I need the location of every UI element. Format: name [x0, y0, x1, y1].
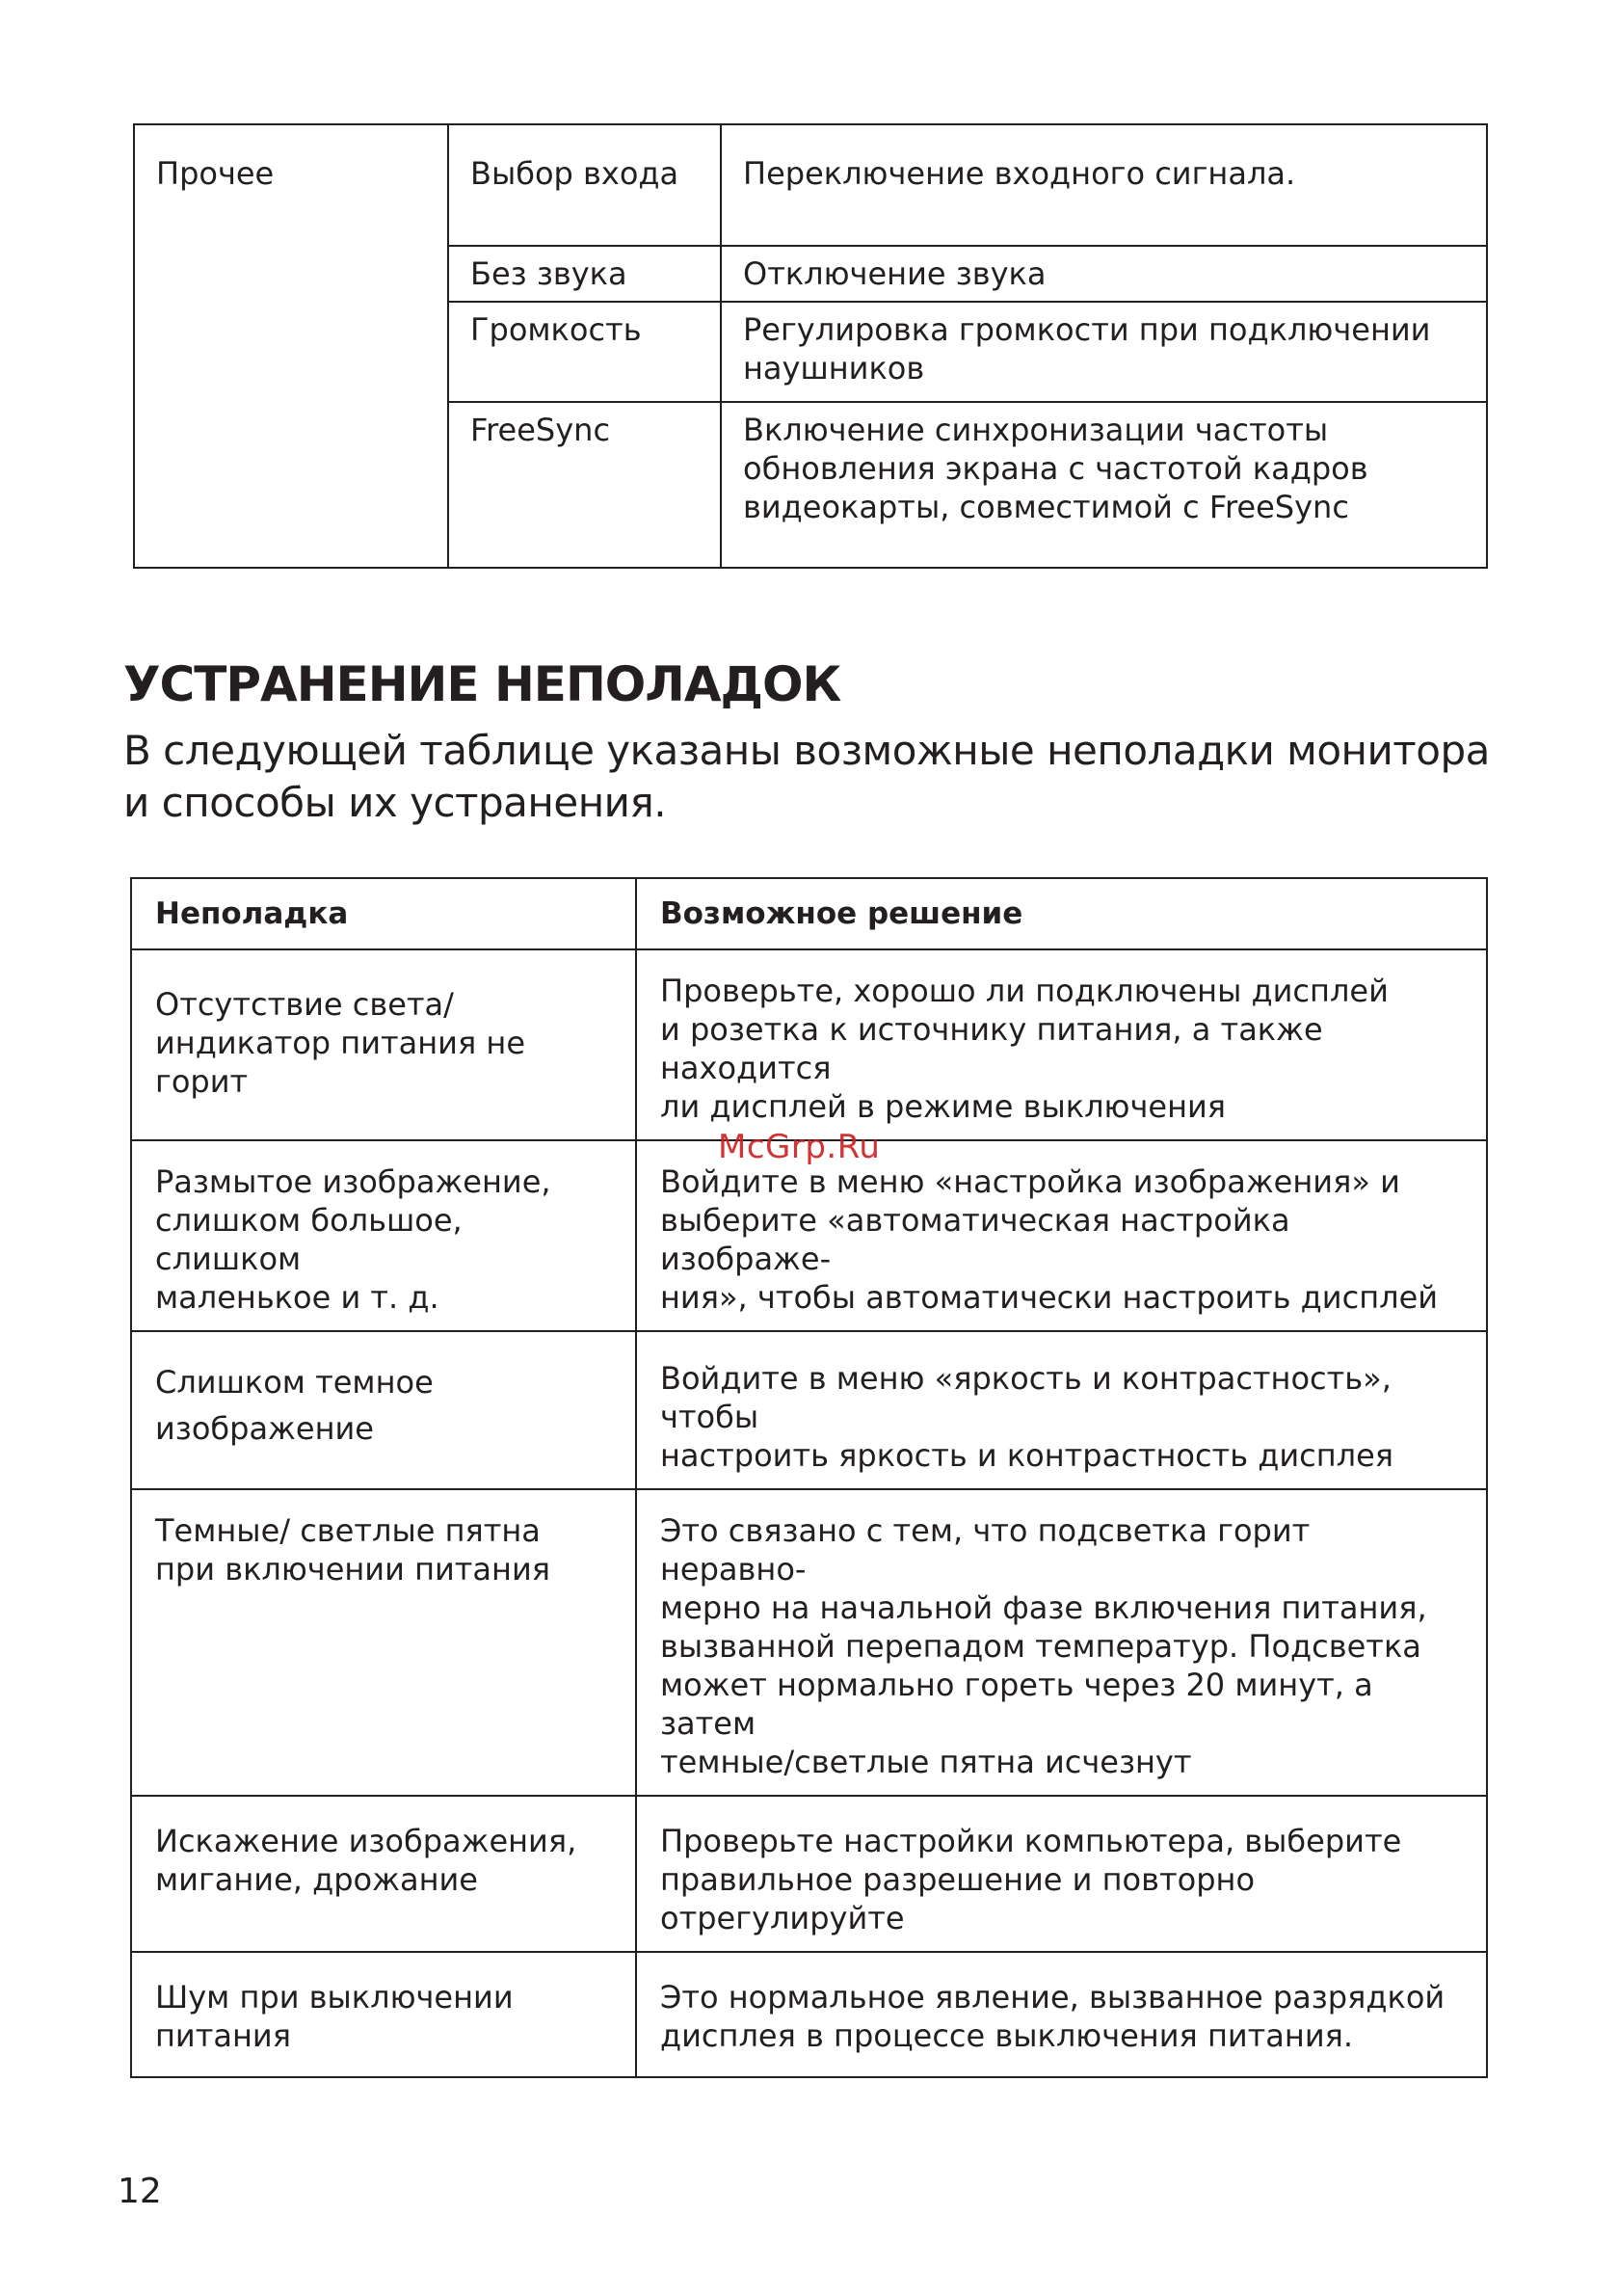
problem-cell: Слишком темное изображение [131, 1331, 636, 1489]
settings-item-cell: Выбор входа [448, 124, 721, 246]
settings-description-cell: Переключение входного сигнала. [721, 124, 1487, 246]
troubleshooting-table [130, 877, 1488, 2078]
page-number: 12 [118, 2172, 162, 2211]
watermark: McGrp.Ru [718, 1128, 881, 1166]
problem-cell: Искажение изображения, мигание, дрожание [131, 1796, 636, 1952]
column-header-solution: Возможное решение [636, 878, 1487, 949]
problem-cell: Отсутствие света/ индикатор питания не горит [131, 949, 636, 1140]
settings-item-cell: Громкость [448, 302, 721, 402]
solution-cell: Проверьте, хорошо ли подключены дисплей и розетка к источнику питания, а также находится ли дисплей в режиме выключения [636, 949, 1487, 1140]
settings-item-cell: FreeSync [448, 402, 721, 568]
solution-cell: Это связано с тем, что подсветка горит неравно- мерно на начальной фазе включения питания, вызванной перепадом температур. Подсветка может нормально гореть через 20 минут, а затем темные/светлые пятна исчезнут [636, 1489, 1487, 1796]
solution-cell: Это нормальное явление, вызванное разрядкой дисплея в процессе выключения питания. [636, 1952, 1487, 2077]
settings-description-cell: Отключение звука [721, 246, 1487, 302]
table-row [131, 1489, 1487, 1796]
section-intro: В следующей таблице указаны возможные неполадки монитора и способы их устранения. [123, 727, 1490, 826]
solution-cell: Проверьте настройки компьютера, выберите правильное разрешение и повторно отрегулируйте [636, 1796, 1487, 1952]
problem-cell: Темные/ светлые пятна при включении питания [131, 1489, 636, 1796]
column-header-problem: Неполадка [131, 878, 636, 949]
problem-cell: Шум при выключении питания [131, 1952, 636, 2077]
settings-item-cell: Без звука [448, 246, 721, 302]
table-row [131, 1796, 1487, 1952]
table-row [134, 124, 1487, 246]
settings-category-cell: Прочее [134, 124, 448, 568]
section-title: УСТРАНЕНИЕ НЕПОЛАДОК [123, 656, 841, 712]
table-row [131, 949, 1487, 1140]
table-row [131, 1952, 1487, 2077]
settings-table [133, 123, 1488, 569]
table-row [131, 1331, 1487, 1489]
table-header-row [131, 878, 1487, 949]
settings-description-cell: Регулировка громкости при подключении наушников [721, 302, 1487, 402]
table-row [131, 1140, 1487, 1331]
solution-cell: Войдите в меню «настройка изображения» и выберите «автоматическая настройка изображе- ния», чтобы автоматически настроить дисплей [636, 1140, 1487, 1331]
problem-cell: Размытое изображение, слишком большое, слишком маленькое и т. д. [131, 1140, 636, 1331]
solution-cell: Войдите в меню «яркость и контрастность», чтобы настроить яркость и контрастность дисплея [636, 1331, 1487, 1489]
settings-description-cell: Включение синхронизации частоты обновления экрана с частотой кадров видеокарты, совместимой с FreeSync [721, 402, 1487, 568]
